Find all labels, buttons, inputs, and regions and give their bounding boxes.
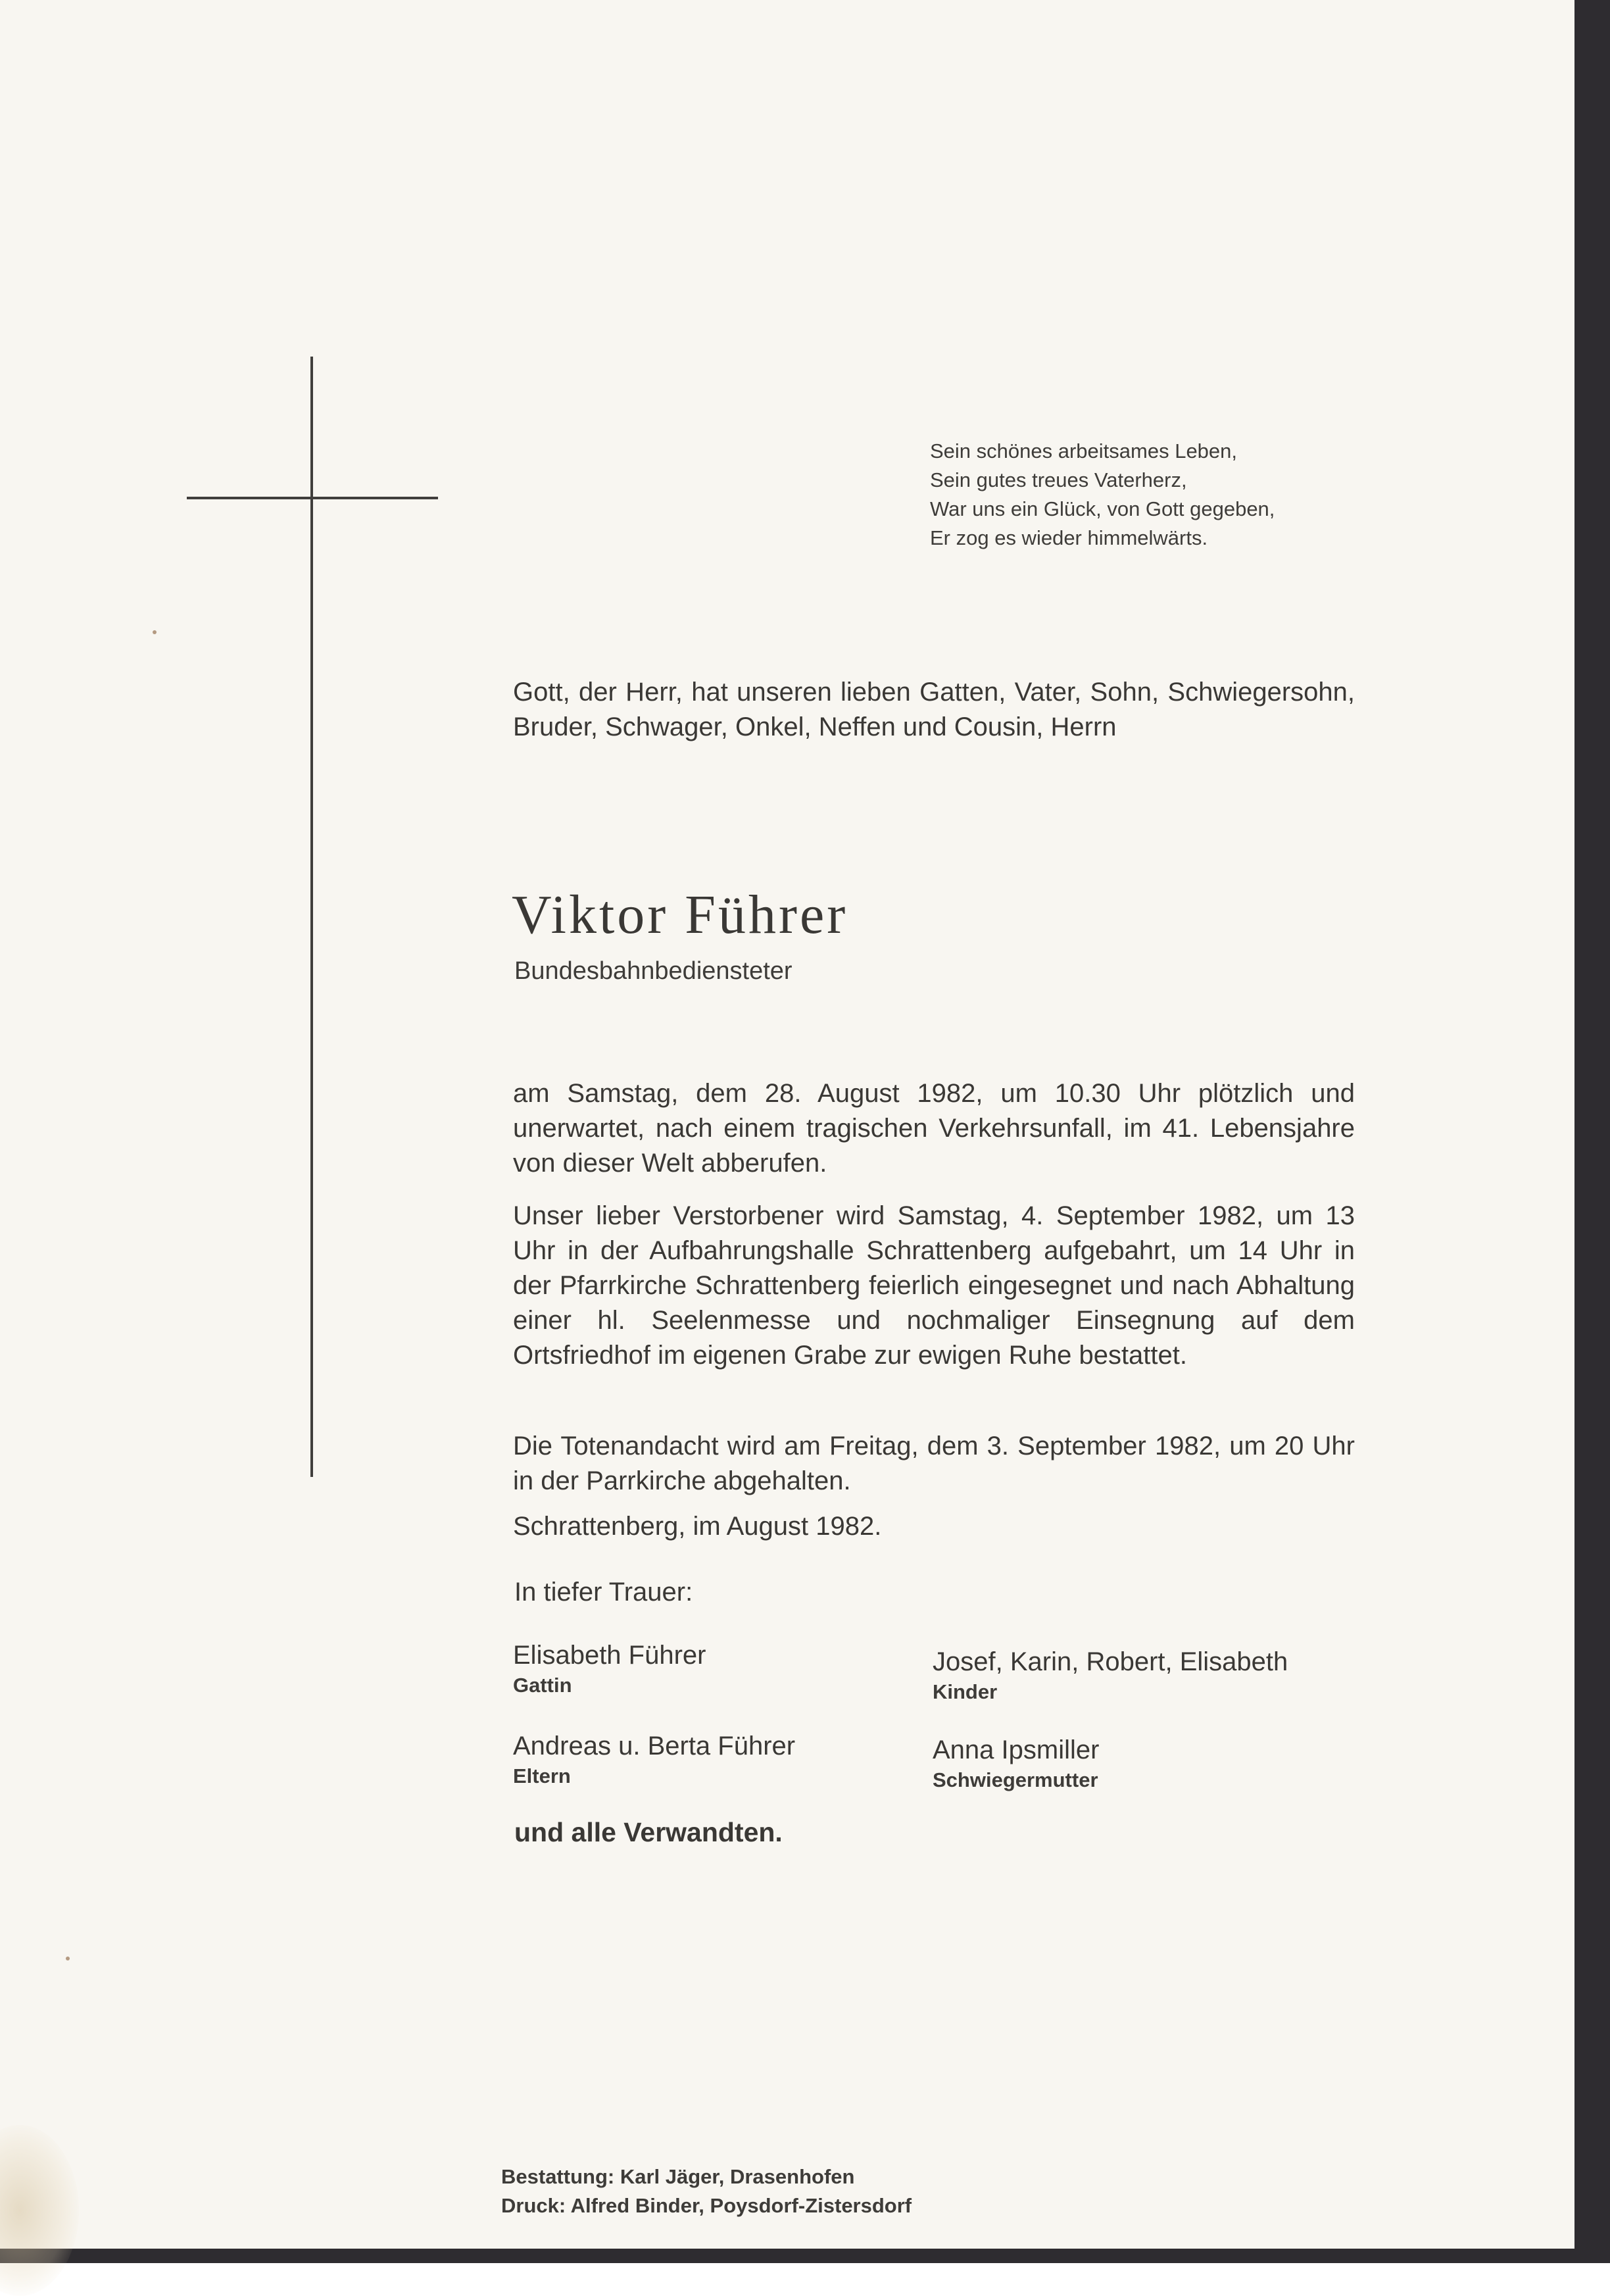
mourner-spouse bbox=[513, 1638, 706, 1699]
death-paragraph: am Samstag, dem 28. August 1982, um 10.30 Uhr plötzlich und unerwartet, nach einem tragischen Verkehrsunfall, im 41. Lebensjahre von dieser Welt abberufen. bbox=[513, 1079, 1355, 1178]
paper-speck bbox=[153, 630, 157, 634]
intro-paragraph: Gott, der Herr, hat unseren lieben Gatten, Vater, Sohn, Schwiegersohn, Bruder, Schwager, Onkel, Neffen und Cousin, Herrn bbox=[513, 678, 1355, 741]
cross-horizontal-bar bbox=[187, 497, 438, 499]
mourner-relation: Kinder bbox=[933, 1680, 998, 1703]
verse-line: Er zog es wieder himmelwärts. bbox=[930, 526, 1208, 549]
mourner-parents bbox=[513, 1729, 795, 1789]
verse-line: War uns ein Glück, von Gott gegeben, bbox=[930, 497, 1275, 520]
relatives-line: und alle Verwandten. bbox=[514, 1817, 783, 1847]
mourner-children bbox=[933, 1645, 1288, 1705]
scan-border-bottom bbox=[0, 2249, 1610, 2263]
funeral-paragraph: Unser lieber Verstorbener wird Samstag, 4. September 1982, um 13 Uhr in der Aufbahrungshalle Schrattenberg aufgebahrt, um 14 Uhr in der Pfarrkirche Schrattenberg feierlich eingesegnet und nach Abhaltung einer hl. Seelenmesse und nochmaliger Einsegnung auf dem Ortsfriedhof im eigenen Grabe zur ewigen Ruhe bestattet. bbox=[513, 1201, 1355, 1370]
mourner-name: Anna Ipsmiller bbox=[933, 1735, 1100, 1764]
mourner-relation: Gattin bbox=[513, 1674, 572, 1697]
deceased-name: Viktor Führer bbox=[512, 884, 848, 945]
mourner-mother-in-law bbox=[933, 1733, 1099, 1793]
place-date: Schrattenberg, im August 1982. bbox=[513, 1512, 882, 1541]
mourner-name: Elisabeth Führer bbox=[513, 1641, 706, 1670]
mourner-name: Josef, Karin, Robert, Elisabeth bbox=[933, 1647, 1288, 1676]
mourning-label: In tiefer Trauer: bbox=[514, 1578, 693, 1607]
paper-speck bbox=[66, 1957, 70, 1960]
memorial-verse bbox=[930, 437, 1403, 553]
imprint bbox=[501, 2162, 912, 2220]
imprint-funeral-home: Bestattung: Karl Jäger, Drasenhofen bbox=[501, 2165, 855, 2188]
verse-line: Sein schönes arbeitsames Leben, bbox=[930, 439, 1238, 462]
verse-line: Sein gutes treues Vaterherz, bbox=[930, 468, 1187, 491]
vigil-paragraph: Die Totenandacht wird am Freitag, dem 3. September 1982, um 20 Uhr in der Parrkirche abgehalten. bbox=[513, 1432, 1355, 1495]
scan-border-right bbox=[1574, 0, 1610, 2263]
mourner-name: Andreas u. Berta Führer bbox=[513, 1732, 796, 1760]
cross-vertical-bar bbox=[310, 357, 313, 1477]
mourner-relation: Schwiegermutter bbox=[933, 1768, 1098, 1791]
mourner-relation: Eltern bbox=[513, 1764, 571, 1787]
deceased-profession: Bundesbahnbediensteter bbox=[514, 957, 793, 985]
imprint-printer: Druck: Alfred Binder, Poysdorf-Zistersdorf bbox=[501, 2194, 912, 2217]
